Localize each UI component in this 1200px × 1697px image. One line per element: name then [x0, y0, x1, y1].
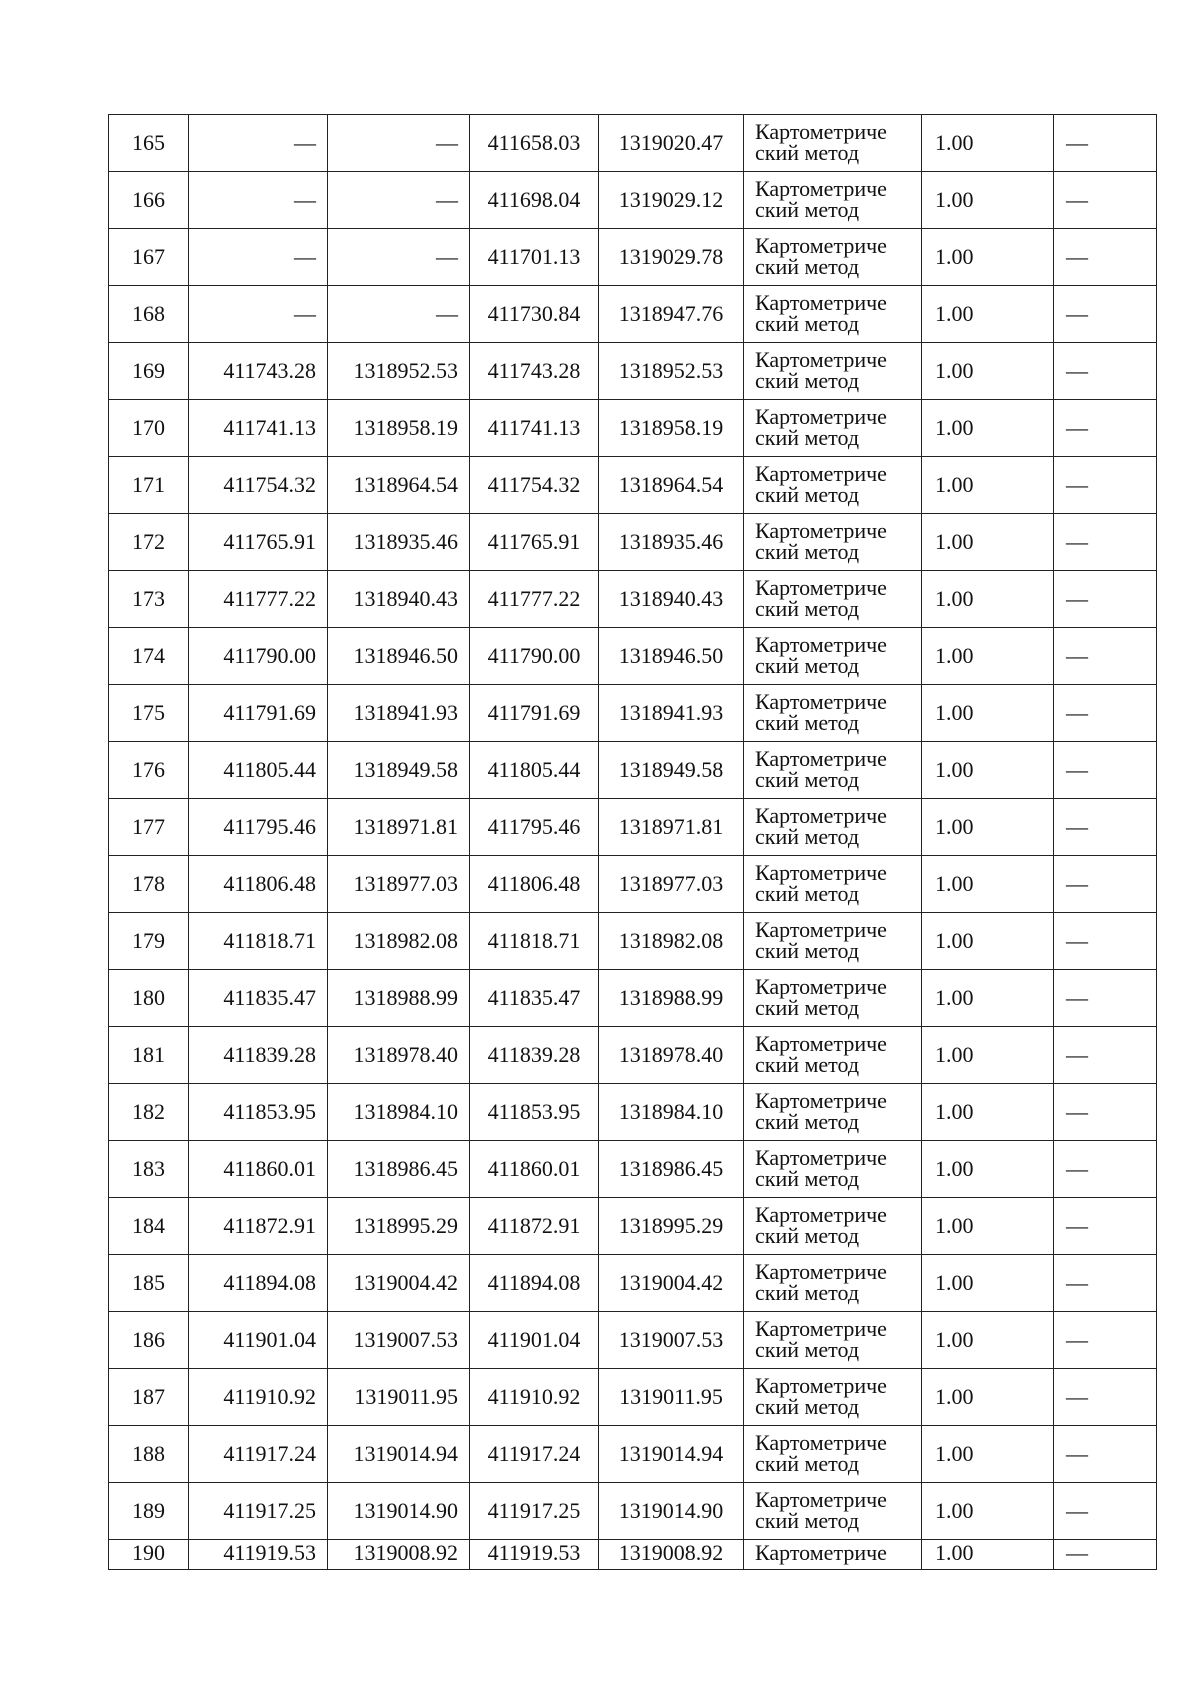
y-old-cell: 1319004.42 — [328, 1255, 470, 1312]
description-cell: — — [1054, 571, 1157, 628]
y-new-cell: 1318964.54 — [599, 457, 744, 514]
method-cell: Картометриче ский метод — [744, 856, 922, 913]
y-old-cell: 1319008.92 — [328, 1540, 470, 1570]
accuracy-cell: 1.00 — [922, 628, 1054, 685]
method-cell: Картометриче ский метод — [744, 1483, 922, 1540]
x-new-cell: 411894.08 — [470, 1255, 599, 1312]
x-old-cell: 411791.69 — [189, 685, 328, 742]
x-old-cell: 411790.00 — [189, 628, 328, 685]
method-cell: Картометриче ский метод — [744, 1027, 922, 1084]
accuracy-cell: 1.00 — [922, 457, 1054, 514]
y-old-cell: 1318986.45 — [328, 1141, 470, 1198]
description-cell: — — [1054, 343, 1157, 400]
y-old-cell: 1318995.29 — [328, 1198, 470, 1255]
method-cell: Картометриче ский метод — [744, 913, 922, 970]
accuracy-cell: 1.00 — [922, 1255, 1054, 1312]
point-number-cell: 185 — [109, 1255, 189, 1312]
x-old-cell: 411835.47 — [189, 970, 328, 1027]
y-new-cell: 1318941.93 — [599, 685, 744, 742]
description-cell: — — [1054, 1483, 1157, 1540]
method-cell: Картометриче ский метод — [744, 685, 922, 742]
x-new-cell: 411777.22 — [470, 571, 599, 628]
y-new-cell: 1318984.10 — [599, 1084, 744, 1141]
table-body — [109, 115, 1157, 1570]
x-new-cell: 411701.13 — [470, 229, 599, 286]
y-new-cell: 1318978.40 — [599, 1027, 744, 1084]
x-old-cell: 411917.24 — [189, 1426, 328, 1483]
point-number-cell: 182 — [109, 1084, 189, 1141]
x-old-cell: 411853.95 — [189, 1084, 328, 1141]
table-row — [109, 856, 1157, 913]
description-cell: — — [1054, 1084, 1157, 1141]
point-number-cell: 166 — [109, 172, 189, 229]
x-new-cell: 411795.46 — [470, 799, 599, 856]
table-row — [109, 1141, 1157, 1198]
description-cell: — — [1054, 286, 1157, 343]
x-new-cell: 411872.91 — [470, 1198, 599, 1255]
x-new-cell: 411730.84 — [470, 286, 599, 343]
point-number-cell: 168 — [109, 286, 189, 343]
description-cell: — — [1054, 229, 1157, 286]
table-row — [109, 1540, 1157, 1570]
y-new-cell: 1318986.45 — [599, 1141, 744, 1198]
point-number-cell: 179 — [109, 913, 189, 970]
x-new-cell: 411860.01 — [470, 1141, 599, 1198]
x-new-cell: 411743.28 — [470, 343, 599, 400]
x-new-cell: 411806.48 — [470, 856, 599, 913]
accuracy-cell: 1.00 — [922, 229, 1054, 286]
y-old-cell: 1318935.46 — [328, 514, 470, 571]
y-new-cell: 1318946.50 — [599, 628, 744, 685]
method-cell: Картометриче ский метод — [744, 286, 922, 343]
accuracy-cell: 1.00 — [922, 172, 1054, 229]
y-old-cell: 1318984.10 — [328, 1084, 470, 1141]
method-cell: Картометриче ский метод — [744, 571, 922, 628]
y-old-cell: 1319014.90 — [328, 1483, 470, 1540]
x-new-cell: 411910.92 — [470, 1369, 599, 1426]
method-cell: Картометриче ский метод — [744, 343, 922, 400]
y-old-cell: 1319011.95 — [328, 1369, 470, 1426]
y-new-cell: 1319011.95 — [599, 1369, 744, 1426]
x-old-cell: 411795.46 — [189, 799, 328, 856]
x-new-cell: 411658.03 — [470, 115, 599, 172]
x-old-cell: 411754.32 — [189, 457, 328, 514]
accuracy-cell: 1.00 — [922, 1369, 1054, 1426]
x-new-cell: 411741.13 — [470, 400, 599, 457]
method-cell: Картометриче ский метод — [744, 1198, 922, 1255]
x-old-cell: 411777.22 — [189, 571, 328, 628]
y-new-cell: 1319014.90 — [599, 1483, 744, 1540]
description-cell: — — [1054, 685, 1157, 742]
y-old-cell: 1318971.81 — [328, 799, 470, 856]
x-new-cell: 411917.25 — [470, 1483, 599, 1540]
accuracy-cell: 1.00 — [922, 913, 1054, 970]
y-old-cell: 1319014.94 — [328, 1426, 470, 1483]
method-cell: Картометриче ский метод — [744, 229, 922, 286]
x-new-cell: 411765.91 — [470, 514, 599, 571]
description-cell: — — [1054, 1540, 1157, 1570]
point-number-cell: 173 — [109, 571, 189, 628]
method-cell: Картометриче ский метод — [744, 1312, 922, 1369]
y-old-cell: — — [328, 229, 470, 286]
x-old-cell: 411860.01 — [189, 1141, 328, 1198]
accuracy-cell: 1.00 — [922, 400, 1054, 457]
table-row — [109, 970, 1157, 1027]
y-new-cell: 1319007.53 — [599, 1312, 744, 1369]
y-old-cell: 1318988.99 — [328, 970, 470, 1027]
point-number-cell: 189 — [109, 1483, 189, 1540]
x-old-cell: 411806.48 — [189, 856, 328, 913]
x-old-cell: 411919.53 — [189, 1540, 328, 1570]
point-number-cell: 180 — [109, 970, 189, 1027]
description-cell: — — [1054, 1369, 1157, 1426]
description-cell: — — [1054, 1426, 1157, 1483]
y-old-cell: 1318940.43 — [328, 571, 470, 628]
accuracy-cell: 1.00 — [922, 1540, 1054, 1570]
y-new-cell: 1319014.94 — [599, 1426, 744, 1483]
description-cell: — — [1054, 799, 1157, 856]
accuracy-cell: 1.00 — [922, 1426, 1054, 1483]
table-row — [109, 514, 1157, 571]
x-old-cell: 411741.13 — [189, 400, 328, 457]
table-row — [109, 1027, 1157, 1084]
y-new-cell: 1318947.76 — [599, 286, 744, 343]
accuracy-cell: 1.00 — [922, 115, 1054, 172]
y-new-cell: 1318971.81 — [599, 799, 744, 856]
accuracy-cell: 1.00 — [922, 1198, 1054, 1255]
x-old-cell: — — [189, 172, 328, 229]
y-new-cell: 1319020.47 — [599, 115, 744, 172]
y-old-cell: 1318941.93 — [328, 685, 470, 742]
y-new-cell: 1318995.29 — [599, 1198, 744, 1255]
description-cell: — — [1054, 172, 1157, 229]
y-new-cell: 1318940.43 — [599, 571, 744, 628]
y-old-cell: 1318949.58 — [328, 742, 470, 799]
table-row — [109, 1084, 1157, 1141]
method-cell: Картометриче ский метод — [744, 1141, 922, 1198]
accuracy-cell: 1.00 — [922, 856, 1054, 913]
table-row — [109, 286, 1157, 343]
method-cell: Картометриче ский метод — [744, 115, 922, 172]
y-old-cell: 1319007.53 — [328, 1312, 470, 1369]
table-row — [109, 1198, 1157, 1255]
x-old-cell: — — [189, 229, 328, 286]
y-old-cell: 1318978.40 — [328, 1027, 470, 1084]
description-cell: — — [1054, 1141, 1157, 1198]
table-row — [109, 115, 1157, 172]
description-cell: — — [1054, 1255, 1157, 1312]
method-cell: Картометриче — [744, 1540, 922, 1570]
y-new-cell: 1318949.58 — [599, 742, 744, 799]
accuracy-cell: 1.00 — [922, 1084, 1054, 1141]
description-cell: — — [1054, 856, 1157, 913]
y-old-cell: 1318958.19 — [328, 400, 470, 457]
x-old-cell: 411805.44 — [189, 742, 328, 799]
accuracy-cell: 1.00 — [922, 799, 1054, 856]
description-cell: — — [1054, 1027, 1157, 1084]
x-old-cell: 411894.08 — [189, 1255, 328, 1312]
point-number-cell: 188 — [109, 1426, 189, 1483]
y-old-cell: 1318952.53 — [328, 343, 470, 400]
x-old-cell: 411872.91 — [189, 1198, 328, 1255]
x-new-cell: 411805.44 — [470, 742, 599, 799]
x-new-cell: 411919.53 — [470, 1540, 599, 1570]
method-cell: Картометриче ский метод — [744, 1084, 922, 1141]
y-new-cell: 1318935.46 — [599, 514, 744, 571]
x-new-cell: 411818.71 — [470, 913, 599, 970]
table-row — [109, 343, 1157, 400]
x-new-cell: 411835.47 — [470, 970, 599, 1027]
point-number-cell: 183 — [109, 1141, 189, 1198]
table-row — [109, 742, 1157, 799]
x-new-cell: 411790.00 — [470, 628, 599, 685]
method-cell: Картометриче ский метод — [744, 172, 922, 229]
point-number-cell: 175 — [109, 685, 189, 742]
x-old-cell: 411901.04 — [189, 1312, 328, 1369]
y-old-cell: — — [328, 172, 470, 229]
y-new-cell: 1318977.03 — [599, 856, 744, 913]
table-row — [109, 172, 1157, 229]
accuracy-cell: 1.00 — [922, 1483, 1054, 1540]
method-cell: Картометриче ский метод — [744, 457, 922, 514]
table-row — [109, 913, 1157, 970]
x-old-cell: 411818.71 — [189, 913, 328, 970]
method-cell: Картометриче ский метод — [744, 970, 922, 1027]
point-number-cell: 170 — [109, 400, 189, 457]
point-number-cell: 174 — [109, 628, 189, 685]
description-cell: — — [1054, 457, 1157, 514]
table-row — [109, 229, 1157, 286]
point-number-cell: 172 — [109, 514, 189, 571]
description-cell: — — [1054, 1198, 1157, 1255]
point-number-cell: 190 — [109, 1540, 189, 1570]
accuracy-cell: 1.00 — [922, 742, 1054, 799]
y-new-cell: 1319004.42 — [599, 1255, 744, 1312]
x-old-cell: 411765.91 — [189, 514, 328, 571]
method-cell: Картометриче ский метод — [744, 799, 922, 856]
y-new-cell: 1318952.53 — [599, 343, 744, 400]
method-cell: Картометриче ский метод — [744, 1369, 922, 1426]
table-row — [109, 457, 1157, 514]
x-new-cell: 411853.95 — [470, 1084, 599, 1141]
point-number-cell: 169 — [109, 343, 189, 400]
x-old-cell: 411839.28 — [189, 1027, 328, 1084]
accuracy-cell: 1.00 — [922, 571, 1054, 628]
accuracy-cell: 1.00 — [922, 1027, 1054, 1084]
table-row — [109, 685, 1157, 742]
accuracy-cell: 1.00 — [922, 1141, 1054, 1198]
x-new-cell: 411698.04 — [470, 172, 599, 229]
x-old-cell: 411743.28 — [189, 343, 328, 400]
point-number-cell: 186 — [109, 1312, 189, 1369]
y-new-cell: 1318988.99 — [599, 970, 744, 1027]
method-cell: Картометриче ский метод — [744, 1426, 922, 1483]
x-new-cell: 411791.69 — [470, 685, 599, 742]
x-new-cell: 411839.28 — [470, 1027, 599, 1084]
x-old-cell: — — [189, 115, 328, 172]
description-cell: — — [1054, 400, 1157, 457]
point-number-cell: 177 — [109, 799, 189, 856]
table-row — [109, 799, 1157, 856]
x-old-cell: 411917.25 — [189, 1483, 328, 1540]
description-cell: — — [1054, 115, 1157, 172]
accuracy-cell: 1.00 — [922, 970, 1054, 1027]
x-old-cell: — — [189, 286, 328, 343]
accuracy-cell: 1.00 — [922, 343, 1054, 400]
method-cell: Картометриче ский метод — [744, 1255, 922, 1312]
method-cell: Картометриче ский метод — [744, 400, 922, 457]
y-old-cell: — — [328, 286, 470, 343]
method-cell: Картометриче ский метод — [744, 742, 922, 799]
table-row — [109, 628, 1157, 685]
point-number-cell: 184 — [109, 1198, 189, 1255]
y-old-cell: 1318982.08 — [328, 913, 470, 970]
table-row — [109, 571, 1157, 628]
accuracy-cell: 1.00 — [922, 1312, 1054, 1369]
description-cell: — — [1054, 514, 1157, 571]
coordinates-table — [108, 114, 1157, 1570]
y-new-cell: 1319008.92 — [599, 1540, 744, 1570]
point-number-cell: 187 — [109, 1369, 189, 1426]
point-number-cell: 165 — [109, 115, 189, 172]
point-number-cell: 178 — [109, 856, 189, 913]
point-number-cell: 176 — [109, 742, 189, 799]
accuracy-cell: 1.00 — [922, 685, 1054, 742]
point-number-cell: 171 — [109, 457, 189, 514]
x-old-cell: 411910.92 — [189, 1369, 328, 1426]
y-old-cell: — — [328, 115, 470, 172]
y-new-cell: 1319029.78 — [599, 229, 744, 286]
description-cell: — — [1054, 970, 1157, 1027]
table-row — [109, 1255, 1157, 1312]
table-row — [109, 1483, 1157, 1540]
description-cell: — — [1054, 1312, 1157, 1369]
y-new-cell: 1318982.08 — [599, 913, 744, 970]
point-number-cell: 181 — [109, 1027, 189, 1084]
description-cell: — — [1054, 628, 1157, 685]
method-cell: Картометриче ский метод — [744, 514, 922, 571]
y-old-cell: 1318977.03 — [328, 856, 470, 913]
table-row — [109, 1312, 1157, 1369]
x-new-cell: 411901.04 — [470, 1312, 599, 1369]
y-old-cell: 1318946.50 — [328, 628, 470, 685]
table-row — [109, 400, 1157, 457]
description-cell: — — [1054, 742, 1157, 799]
x-new-cell: 411754.32 — [470, 457, 599, 514]
description-cell: — — [1054, 913, 1157, 970]
y-new-cell: 1318958.19 — [599, 400, 744, 457]
accuracy-cell: 1.00 — [922, 286, 1054, 343]
method-cell: Картометриче ский метод — [744, 628, 922, 685]
point-number-cell: 167 — [109, 229, 189, 286]
y-old-cell: 1318964.54 — [328, 457, 470, 514]
x-new-cell: 411917.24 — [470, 1426, 599, 1483]
accuracy-cell: 1.00 — [922, 514, 1054, 571]
y-new-cell: 1319029.12 — [599, 172, 744, 229]
table-row — [109, 1369, 1157, 1426]
table-row — [109, 1426, 1157, 1483]
